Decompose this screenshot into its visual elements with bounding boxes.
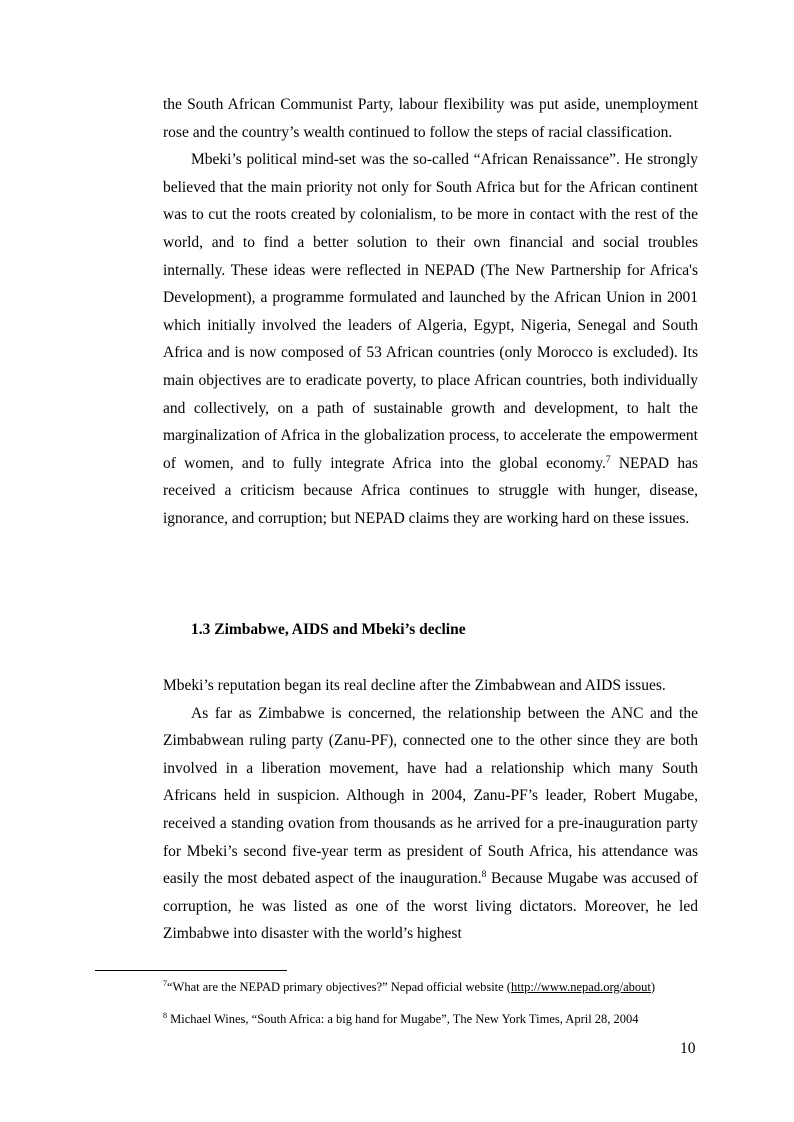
footnote-7	[163, 978, 655, 996]
footnote-link[interactable]: http://www.nepad.org/about	[510, 980, 651, 994]
paragraph-zimbabwe	[163, 700, 698, 948]
paragraph-text: Mbeki’s political mind-set was the so-called “African Renaissance”. He strongly believed that the main priority not only for South Africa but for the African continent was to cut the roots created by colonialism, to be more in contact with the rest of the world, and to find a better solution to their own financial and social troubles internally. These ideas were reflected in NEPAD (The New Partnership for Africa's Development), a programme formulated and launched by the African Union in 2001 which initially involved the leaders of Algeria, Egypt, Nigeria, Senegal and South Africa and is now composed of 53 African countries (only Morocco is excluded). Its main objectives are to eradicate poverty, to place African countries, both individually and collectively, on a path of sustainable growth and development, to halt the marginalization of Africa in the globalization process, to accelerate the empowerment of women, and to fully integrate Africa into the global economy.	[163, 151, 698, 472]
paragraph-continued: the South African Communist Party, labour flexibility was put aside, unemployment rose and the country’s wealth continued to follow the steps of racial classification.	[163, 96, 698, 141]
paragraph-african-renaissance	[163, 146, 698, 532]
page-number: 10	[680, 1040, 696, 1057]
footnote-ref-8[interactable]: 8	[481, 870, 487, 881]
footnote-8	[163, 1010, 639, 1028]
paragraph-decline-intro: Mbeki’s reputation began its real decline after the Zimbabwean and AIDS issues.	[163, 677, 666, 694]
paragraph-text: Because Mugabe was accused of corruption, he was listed as one of the worst living dictators. Moreover, he led Zimbabwe into disaster with the world’s highest	[163, 870, 698, 943]
paragraph-text: As far as Zimbabwe is concerned, the relationship between the ANC and the Zimbabwean ruling party (Zanu-PF), connected one to the other since they are both involved in a liberation movement, have had a relationship which many South Africans held in suspicion. Although in 2004, Zanu-PF’s leader, Robert Mugabe, received a standing ovation from thousands as he arrived for a pre-inauguration party for Mbeki’s second five-year term as president of South Africa, his attendance was easily the most debated aspect of the inauguration.	[163, 704, 698, 888]
footnote-ref-7[interactable]: 7	[605, 454, 611, 465]
body-text-block-1	[163, 91, 698, 533]
footnote-text: “What are the NEPAD primary objectives?” Nepad official website (	[167, 980, 511, 994]
paragraph-text: NEPAD has received a criticism because Africa continues to struggle with hunger, disease, ignorance, and corruption; but NEPAD claims they are working hard on these issues.	[163, 454, 698, 527]
section-heading: 1.3 Zimbabwe, AIDS and Mbeki’s decline	[191, 621, 466, 638]
footnote-number: 7	[163, 979, 167, 988]
footnote-text: Michael Wines, “South Africa: a big hand for Mugabe”, The New York Times, April 28, 2004	[167, 1012, 639, 1026]
footnote-separator	[95, 970, 287, 971]
footnote-number: 8	[163, 1011, 167, 1020]
footnote-text-end: )	[650, 980, 656, 994]
body-text-block-2	[163, 672, 698, 948]
